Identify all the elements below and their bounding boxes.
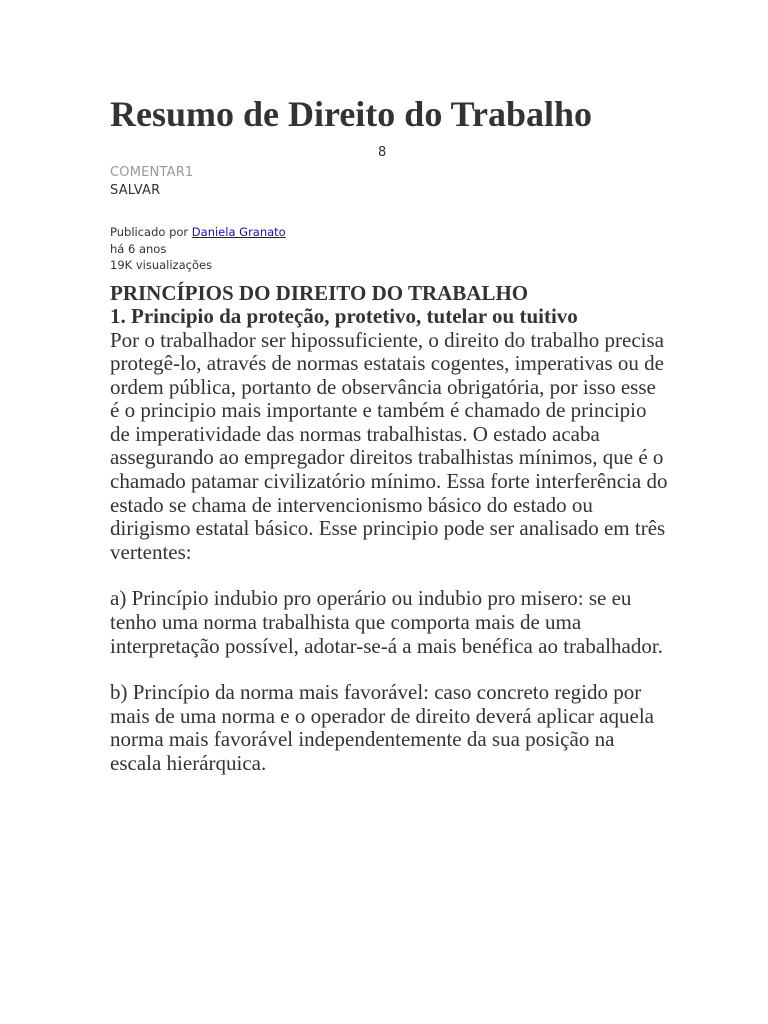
section-heading: PRINCÍPIOS DO DIREITO DO TRABALHO: [110, 281, 529, 305]
article-title: Resumo de Direito do Trabalho: [110, 94, 593, 134]
comment-button[interactable]: COMENTAR1: [110, 165, 194, 180]
article-meta: [110, 224, 286, 274]
intro-paragraph: Por o trabalhador ser hipossuficiente, o direito do trabalho precisa protegê-lo, através de normas estatais cogentes, imperativas ou de ordem pública, portanto de observância obrigatória, por isso esse é o principio mais importante e também é chamado de principio de imperatividade das normas trabalhistas. O estado acaba assegurando ao empregador direitos trabalhistas mínimos, que é o chamado patamar civilizatório mínimo. Essa forte interferência do estado se chama de intervencionismo básico do estado ou dirigismo estatal básico. Esse principio pode ser analisado em três vertentes:: [110, 327, 668, 564]
author-link[interactable]: Daniela Granato: [191, 225, 286, 239]
paragraph-gap: [110, 564, 670, 587]
item-a-paragraph: a) Princípio indubio pro operário ou indubio pro misero: se eu tenho uma norma trabalhista que comporta mais de uma interpretação possível, adotar-se-á a mais benéfica ao trabalhador.: [110, 586, 663, 658]
author-line: [110, 224, 286, 241]
save-button[interactable]: SALVAR: [110, 183, 161, 198]
publish-age: há 6 anos: [110, 241, 167, 256]
item-b-paragraph: b) Princípio da norma mais favorável: caso concreto regido por mais de uma norma e o operador de direito deverá aplicar aquela norma mais favorável independentemente da sua posição na escala hierárquica.: [110, 680, 655, 775]
comment-count: 8: [378, 145, 387, 160]
view-count: 19K visualizações: [110, 258, 213, 272]
article-body: [110, 281, 670, 776]
published-prefix: Publicado por: [110, 225, 192, 239]
principle-heading: 1. Principio da proteção, protetivo, tutelar ou tuitivo: [110, 304, 578, 328]
paragraph-gap: [110, 658, 670, 681]
